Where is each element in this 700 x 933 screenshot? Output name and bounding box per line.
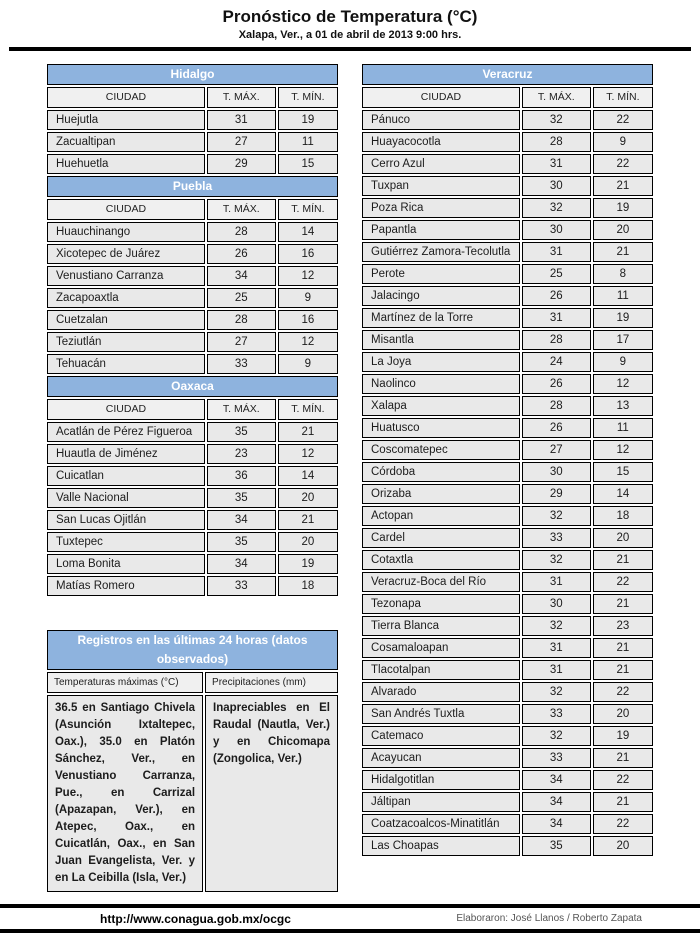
tmax-cell: 31: [522, 308, 591, 328]
city-cell: Hidalgotitlan: [362, 770, 520, 790]
tmax-cell: 31: [522, 660, 591, 680]
column-header-max-temps: Temperaturas máximas (°C): [47, 672, 203, 693]
tmax-cell: 28: [207, 222, 276, 242]
tmax-cell: 35: [207, 532, 276, 552]
tmin-cell: 21: [593, 550, 653, 570]
page-subtitle: Xalapa, Ver., a 01 de abril de 2013 9:00 hrs.: [238, 29, 462, 41]
tmin-cell: 12: [278, 266, 338, 286]
tmin-cell: 20: [278, 488, 338, 508]
table-row: [47, 266, 338, 286]
column-header-tmax: T. MÁX.: [522, 87, 591, 108]
city-cell: Misantla: [362, 330, 520, 350]
table-row: [362, 682, 653, 702]
column-header-precipitation: Precipitaciones (mm): [205, 672, 338, 693]
tmax-cell: 33: [522, 704, 591, 724]
city-cell: Huayacocotla: [362, 132, 520, 152]
table-row: [362, 264, 653, 284]
city-cell: Cuicatlan: [47, 466, 205, 486]
tmin-cell: 11: [278, 132, 338, 152]
tmax-cell: 34: [522, 770, 591, 790]
tmin-cell: 21: [593, 176, 653, 196]
tmax-cell: 32: [522, 616, 591, 636]
city-cell: Catemaco: [362, 726, 520, 746]
city-cell: Loma Bonita: [47, 554, 205, 574]
tmax-cell: 30: [522, 594, 591, 614]
table-row: [47, 132, 338, 152]
city-cell: Jalacingo: [362, 286, 520, 306]
table-row: [362, 220, 653, 240]
table-row: [362, 462, 653, 482]
tmin-cell: 19: [593, 308, 653, 328]
city-cell: Huejutla: [47, 110, 205, 130]
table-row: [362, 594, 653, 614]
tmin-cell: 20: [593, 704, 653, 724]
city-cell: Pánuco: [362, 110, 520, 130]
tmin-cell: 22: [593, 154, 653, 174]
tmin-cell: 12: [278, 444, 338, 464]
tmin-cell: 22: [593, 110, 653, 130]
city-cell: Cardel: [362, 528, 520, 548]
tmax-cell: 26: [522, 374, 591, 394]
column-header-city: CIUDAD: [47, 399, 205, 420]
city-cell: Papantla: [362, 220, 520, 240]
table-row: [47, 422, 338, 442]
table-row: [47, 110, 338, 130]
column-header-tmax: T. MÁX.: [207, 87, 276, 108]
city-cell: Actopan: [362, 506, 520, 526]
city-cell: Córdoba: [362, 462, 520, 482]
city-cell: Tezonapa: [362, 594, 520, 614]
tmax-cell: 33: [207, 576, 276, 596]
tmin-cell: 17: [593, 330, 653, 350]
tmax-cell: 34: [522, 814, 591, 834]
tmax-cell: 36: [207, 466, 276, 486]
veracruz-table: [360, 62, 655, 858]
tmin-cell: 9: [593, 352, 653, 372]
city-cell: Tlacotalpan: [362, 660, 520, 680]
city-cell: Tierra Blanca: [362, 616, 520, 636]
tmin-cell: 22: [593, 814, 653, 834]
table-row: [362, 814, 653, 834]
tmax-cell: 34: [207, 510, 276, 530]
tmin-cell: 18: [278, 576, 338, 596]
tmax-cell: 35: [522, 836, 591, 856]
table-row: [47, 244, 338, 264]
city-cell: Matías Romero: [47, 576, 205, 596]
tmin-cell: 23: [593, 616, 653, 636]
tmin-cell: 15: [278, 154, 338, 174]
city-cell: Veracruz-Boca del Río: [362, 572, 520, 592]
tmin-cell: 11: [593, 418, 653, 438]
column-header-tmin: T. MÍN.: [278, 399, 338, 420]
tmax-cell: 34: [207, 266, 276, 286]
tmin-cell: 19: [278, 554, 338, 574]
tmin-cell: 12: [593, 440, 653, 460]
tmin-cell: 9: [278, 354, 338, 374]
city-cell: Naolinco: [362, 374, 520, 394]
tmin-cell: 15: [593, 462, 653, 482]
table-row: [362, 770, 653, 790]
tmin-cell: 22: [593, 572, 653, 592]
city-cell: Gutiérrez Zamora-Tecolutla: [362, 242, 520, 262]
table-row: [362, 352, 653, 372]
tmax-cell: 26: [207, 244, 276, 264]
tmin-cell: 19: [593, 198, 653, 218]
left-column: [45, 62, 340, 894]
tmin-cell: 21: [593, 242, 653, 262]
city-cell: Acayucan: [362, 748, 520, 768]
table-row: [362, 396, 653, 416]
tmin-cell: 18: [593, 506, 653, 526]
tmin-cell: 21: [593, 748, 653, 768]
tmin-cell: 19: [593, 726, 653, 746]
tmin-cell: 9: [278, 288, 338, 308]
tmax-cell: 24: [522, 352, 591, 372]
city-cell: Cerro Azul: [362, 154, 520, 174]
table-row: [362, 660, 653, 680]
tmin-cell: 11: [593, 286, 653, 306]
tmin-cell: 14: [278, 466, 338, 486]
city-cell: Xicotepec de Juárez: [47, 244, 205, 264]
state-header-puebla: Puebla: [47, 176, 338, 197]
city-cell: Coscomatepec: [362, 440, 520, 460]
hidalgo-table: [45, 62, 340, 176]
column-header-city: CIUDAD: [362, 87, 520, 108]
tmax-cell: 32: [522, 682, 591, 702]
tmin-cell: 21: [593, 594, 653, 614]
footer-credits: Elaboraron: José Llanos / Roberto Zapata: [456, 913, 642, 924]
tmin-cell: 13: [593, 396, 653, 416]
tmax-cell: 29: [522, 484, 591, 504]
tmin-cell: 14: [593, 484, 653, 504]
footer-url: http://www.conagua.gob.mx/ocgc: [100, 911, 291, 926]
state-header-hidalgo: Hidalgo: [47, 64, 338, 85]
max-temps-text: 36.5 en Santiago Chivela (Asunción Ixtaltepec, Oax.), 35.0 en Platón Sánchez, Ver., en Venustiano Carranza, Pue., en Carrizal (Apazapan, Ver.), en Atepec, Oax., en Cuicatlán, Oax., en San Juan Evangelista, Ver. y en La Ceibilla (Isla, Ver.): [47, 695, 203, 892]
precipitation-text: Inapreciables en El Raudal (Nautla, Ver.) y en Chicomapa (Zongolica, Ver.): [205, 695, 338, 892]
city-cell: Tuxpan: [362, 176, 520, 196]
observed-records-row: [47, 695, 338, 892]
city-cell: Cosamaloapan: [362, 638, 520, 658]
table-row: [362, 286, 653, 306]
city-cell: La Joya: [362, 352, 520, 372]
table-row: [47, 288, 338, 308]
city-cell: Orizaba: [362, 484, 520, 504]
tmax-cell: 32: [522, 726, 591, 746]
tmax-cell: 33: [207, 354, 276, 374]
column-header-tmin: T. MÍN.: [278, 87, 338, 108]
tmax-cell: 31: [522, 242, 591, 262]
tmin-cell: 14: [278, 222, 338, 242]
tmin-cell: 12: [278, 332, 338, 352]
table-row: [362, 176, 653, 196]
city-cell: Venustiano Carranza: [47, 266, 205, 286]
city-cell: Huehuetla: [47, 154, 205, 174]
tmax-cell: 30: [522, 176, 591, 196]
tmax-cell: 27: [207, 132, 276, 152]
city-cell: Huatusco: [362, 418, 520, 438]
city-cell: Valle Nacional: [47, 488, 205, 508]
oaxaca-table: [45, 374, 340, 598]
tmax-cell: 28: [207, 310, 276, 330]
city-cell: Teziutlán: [47, 332, 205, 352]
tmax-cell: 26: [522, 418, 591, 438]
tmax-cell: 32: [522, 198, 591, 218]
table-row: [362, 374, 653, 394]
tmin-cell: 21: [593, 638, 653, 658]
tmax-cell: 31: [522, 572, 591, 592]
tmax-cell: 34: [522, 792, 591, 812]
table-row: [362, 572, 653, 592]
table-row: [362, 308, 653, 328]
bottom-edge-bar: [0, 929, 700, 933]
city-cell: Acatlán de Pérez Figueroa: [47, 422, 205, 442]
tmax-cell: 31: [522, 154, 591, 174]
table-row: [362, 704, 653, 724]
tmin-cell: 16: [278, 244, 338, 264]
tmax-cell: 33: [522, 748, 591, 768]
city-cell: Tuxtepec: [47, 532, 205, 552]
table-row: [362, 418, 653, 438]
tmin-cell: 12: [593, 374, 653, 394]
tmin-cell: 19: [278, 110, 338, 130]
table-row: [362, 638, 653, 658]
table-row: [47, 310, 338, 330]
city-cell: Jáltipan: [362, 792, 520, 812]
city-cell: Zacapoaxtla: [47, 288, 205, 308]
tmax-cell: 23: [207, 444, 276, 464]
table-row: [362, 792, 653, 812]
tmax-cell: 30: [522, 220, 591, 240]
tmin-cell: 21: [593, 792, 653, 812]
tmax-cell: 32: [522, 506, 591, 526]
city-cell: Tehuacán: [47, 354, 205, 374]
table-row: [362, 836, 653, 856]
tmin-cell: 20: [593, 220, 653, 240]
table-row: [362, 330, 653, 350]
table-row: [47, 466, 338, 486]
city-cell: Xalapa: [362, 396, 520, 416]
tmax-cell: 32: [522, 110, 591, 130]
observed-records-header: Registros en las últimas 24 horas (datos observados): [47, 630, 338, 670]
table-row: [362, 726, 653, 746]
puebla-table: [45, 174, 340, 376]
tmin-cell: 9: [593, 132, 653, 152]
city-cell: Huauchinango: [47, 222, 205, 242]
table-row: [47, 222, 338, 242]
page-footer: [0, 904, 700, 933]
table-row: [47, 488, 338, 508]
table-row: [47, 444, 338, 464]
state-header-oaxaca: Oaxaca: [47, 376, 338, 397]
page-title: Pronóstico de Temperatura (°C): [222, 7, 478, 26]
table-row: [362, 440, 653, 460]
tmax-cell: 26: [522, 286, 591, 306]
tmax-cell: 25: [207, 288, 276, 308]
city-cell: Perote: [362, 264, 520, 284]
table-row: [362, 748, 653, 768]
table-row: [47, 510, 338, 530]
city-cell: San Lucas Ojitlán: [47, 510, 205, 530]
city-cell: Las Choapas: [362, 836, 520, 856]
tmax-cell: 32: [522, 550, 591, 570]
city-cell: Coatzacoalcos-Minatitlán: [362, 814, 520, 834]
tmin-cell: 16: [278, 310, 338, 330]
city-cell: Alvarado: [362, 682, 520, 702]
column-header-city: CIUDAD: [47, 199, 205, 220]
tmax-cell: 33: [522, 528, 591, 548]
tmin-cell: 20: [593, 528, 653, 548]
content-columns: [0, 51, 700, 894]
city-cell: Cuetzalan: [47, 310, 205, 330]
tmin-cell: 8: [593, 264, 653, 284]
tmax-cell: 35: [207, 488, 276, 508]
table-row: [362, 616, 653, 636]
city-cell: Martínez de la Torre: [362, 308, 520, 328]
table-row: [47, 332, 338, 352]
state-header-veracruz: Veracruz: [362, 64, 653, 85]
column-header-tmin: T. MÍN.: [278, 199, 338, 220]
tmax-cell: 28: [522, 330, 591, 350]
city-cell: Cotaxtla: [362, 550, 520, 570]
table-row: [362, 550, 653, 570]
tmax-cell: 27: [207, 332, 276, 352]
table-row: [362, 132, 653, 152]
column-header-tmax: T. MÁX.: [207, 199, 276, 220]
observed-records-table: [45, 628, 340, 894]
tmax-cell: 31: [522, 638, 591, 658]
tmax-cell: 29: [207, 154, 276, 174]
table-row: [47, 532, 338, 552]
right-column: [360, 62, 655, 894]
table-row: [362, 242, 653, 262]
table-row: [47, 554, 338, 574]
city-cell: Poza Rica: [362, 198, 520, 218]
tmin-cell: 20: [278, 532, 338, 552]
tmax-cell: 27: [522, 440, 591, 460]
tmin-cell: 20: [593, 836, 653, 856]
tmax-cell: 28: [522, 396, 591, 416]
table-row: [362, 198, 653, 218]
tmax-cell: 28: [522, 132, 591, 152]
tmin-cell: 21: [278, 422, 338, 442]
tmin-cell: 22: [593, 770, 653, 790]
table-row: [362, 110, 653, 130]
table-row: [362, 154, 653, 174]
column-header-tmin: T. MÍN.: [593, 87, 653, 108]
table-row: [362, 484, 653, 504]
tmax-cell: 34: [207, 554, 276, 574]
tmin-cell: 22: [593, 682, 653, 702]
tmax-cell: 35: [207, 422, 276, 442]
city-cell: San Andrés Tuxtla: [362, 704, 520, 724]
table-row: [362, 528, 653, 548]
table-row: [47, 354, 338, 374]
column-header-city: CIUDAD: [47, 87, 205, 108]
tmax-cell: 30: [522, 462, 591, 482]
table-row: [362, 506, 653, 526]
tmax-cell: 25: [522, 264, 591, 284]
table-row: [47, 154, 338, 174]
city-cell: Huautla de Jiménez: [47, 444, 205, 464]
tmax-cell: 31: [207, 110, 276, 130]
column-header-tmax: T. MÁX.: [207, 399, 276, 420]
tmin-cell: 21: [593, 660, 653, 680]
city-cell: Zacualtipan: [47, 132, 205, 152]
table-row: [47, 576, 338, 596]
tmin-cell: 21: [278, 510, 338, 530]
